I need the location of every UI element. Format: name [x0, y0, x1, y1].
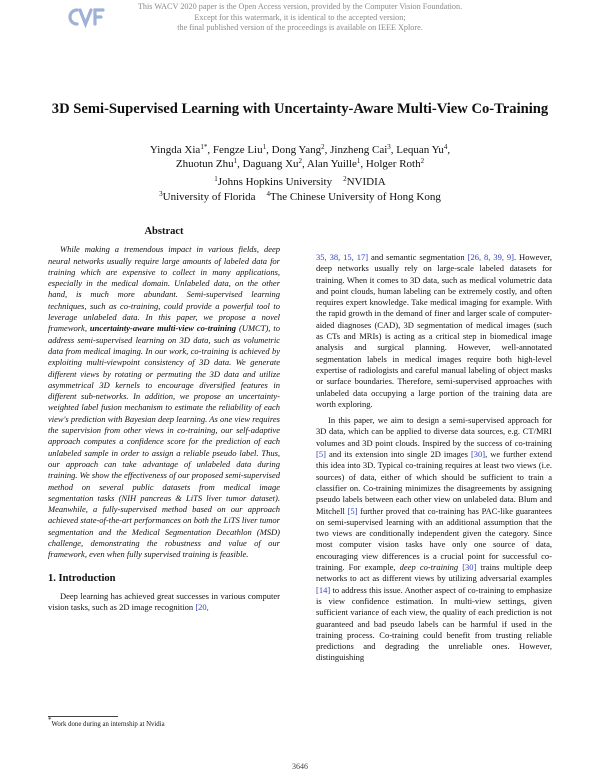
section-heading-introduction: 1. Introduction [48, 572, 116, 584]
citation-link[interactable]: [30] [470, 449, 486, 460]
intro-text: Deep learning has achieved great successes in various computer vision tasks, such as 2D image recognition [48, 590, 280, 613]
abstract-text-part: (UMCT), to address semi-supervised learning on 3D data, such as volumetric data from medical imaging. In our work, co-training is achieved by exploiting multi-viewpoint consistency of 3D data. We generate different views by rotating or permuting the 3D data and utilize asymmetrical 3D kernels to encourage diversified features in different sub-networks. In addition, we propose an uncertainty-weighted label fusion mechanism to estimate the reliability of each view's prediction with Bayesian deep learning. As one view requires the supervision from other views in co-training, our self-adaptive approach computes a confidence score for the prediction of each unlabeled sample in order to assign a reliable pseudo label. Thus, our approach can take advantage of unlabeled data during training. We show the effectiveness of our proposed semi-supervised method on several public datasets from medical image segmentation tasks (NIH pancreas & LiTS liver tumor dataset). Meanwhile, a fully-supervised method based on our approach achieved state-of-the-art performances on both the LiTS liver tumor segmentation and the Medical Segmentation Decathlon (MSD) challenge, demonstrating the robustness and value of our framework, even when fully supervised training is feasible. [48, 323, 280, 560]
body-text: to address this issue. Another aspect of co-training to emphasize is view confidence estimation. In multi-view settings, given sufficient variance of each view, the quality of each prediction is not guaranteed and bad pseudo labels can be harmful if used in the training process. Co-training could benefit from trusting reliable predictions and degrading the unreliable ones. However, distinguishing [316, 584, 552, 663]
author-line-1 [0, 143, 600, 157]
body-text: and semantic segmentation [368, 252, 468, 262]
author-line-2 [0, 157, 600, 171]
page-number: 3646 [292, 762, 308, 771]
citation-link[interactable]: [26, 8, 39, 9] [467, 252, 514, 262]
author-name: , Holger Roth [360, 158, 421, 171]
affiliation-line-1 [0, 175, 600, 189]
affiliation-line-2 [0, 190, 600, 204]
citation-link[interactable]: [5] [316, 449, 326, 460]
author-name: , Fengze Liu [207, 144, 263, 156]
citation-link[interactable]: [5] [347, 505, 358, 516]
citation-link[interactable]: [20, [195, 602, 209, 613]
affiliation: Johns Hopkins University [217, 176, 333, 189]
author-name: , Alan Yuille [302, 158, 357, 171]
author-affiliation-mark: 1 [262, 143, 267, 151]
author-name: Zhuotun Zhu [175, 158, 234, 171]
affiliation-mark: 2 [343, 175, 347, 184]
footnote-mark: * [48, 716, 52, 724]
author-affiliation-mark: 3 [387, 143, 391, 151]
affiliation: NVIDIA [346, 176, 386, 189]
body-text: . However, deep networks usually rely on large-scale labeled datasets for training. When it comes to 3D data, such as medical volumetric data and point clouds, human labeling can be extremely costly, and often requires expert knowledge. Take medical imaging for example. With the rapid growth in the demand of finer and larger scale of computer-aided diagnoses (CAD), 3D segmentation of medical images (such as CTs and MRIs) is acting as a critical step in biomedical image analysis and surgical planning. However, well-annotated segmentation labels in medical images require both high-level expertise of radiologists and careful manual labeling of object masks or surface boundaries. Therefore, semi-supervised approaches with unlabeled data occupying a large portion of the training data are worth exploring. [316, 252, 552, 409]
framework-name: uncertainty-aware multi-view co-training [89, 323, 237, 334]
abstract-text [48, 244, 280, 560]
right-column [316, 252, 552, 669]
footnote-text: Work done during an internship at Nvidia [51, 721, 165, 728]
affiliation-mark: 3 [159, 189, 163, 198]
banner-line-2: Except for this watermark, it is identical to the accepted version; [194, 12, 406, 22]
author-affiliation-mark: 1* [200, 143, 208, 151]
intro-paragraph-2 [316, 415, 552, 664]
body-text: and its extension into single 2D images [325, 449, 471, 460]
author-name: , Dong Yang [266, 144, 322, 156]
cvf-logo-icon [66, 6, 106, 28]
affiliation-mark: 1 [214, 175, 218, 184]
author-affiliation-mark: 1 [233, 157, 238, 166]
citation-link[interactable]: 35, 38, 15, 17] [316, 252, 369, 262]
emphasis-text: deep co-training [399, 562, 459, 573]
author-affiliation-mark: 2 [420, 157, 425, 166]
author-affiliation-mark: 2 [298, 157, 303, 166]
author-name: Yingda Xia [149, 144, 201, 156]
abstract-heading: Abstract [144, 226, 184, 237]
intro-paragraph [48, 591, 280, 614]
affiliation: The Chinese University of Hong Kong [270, 190, 441, 203]
banner-line-3: the final published version of the proceedings is available on IEEE Xplore. [177, 23, 423, 33]
author-separator: , [447, 144, 451, 156]
author-name: , Lequan Yu [390, 144, 444, 156]
footnote-divider [48, 716, 118, 717]
intro-paragraph-continued [316, 252, 552, 410]
affiliation: University of Florida [162, 190, 256, 203]
author-affiliation-mark: 4 [443, 143, 448, 151]
banner-line-1: This WACV 2020 paper is the Open Access version, provided by the Computer Vision Foundation. [137, 2, 463, 11]
author-affiliation-mark: 1 [356, 157, 361, 166]
body-text: In this paper, we aim to design a semi-supervised approach for 3D data, which can be applied to diverse data sources, e.g. CT/MRI volumes and 3D point clouds. Inspired by the success of co-training [316, 415, 552, 448]
left-column [48, 226, 280, 619]
citation-link[interactable]: [14] [316, 584, 331, 595]
footnote [48, 716, 165, 728]
body-text: further proved that co-training has PAC-like guarantees on semi-supervised learning with an additional assumption that the two views are conditionally independent given the category. Since most computer vision tasks have only one source of data, encouraging view differences is a crucial point for successful co-training. For example, [316, 505, 552, 573]
affiliation-mark: 4 [266, 189, 271, 198]
abstract-text-part: While making a tremendous impact in various fields, deep neural networks usually require large amounts of labeled data for training which are expensive to collect in many applications, especially in the medical domain. Unlabeled data, on the other hand, is much more abundant. Semi-supervised learning techniques, such as co-training, could provide a powerful tool to leverage unlabeled data. In this paper, we propose a novel framework, [48, 244, 280, 334]
author-name: , Jinzheng Cai [324, 144, 388, 156]
author-block [0, 143, 600, 204]
citation-link[interactable]: [30] [462, 562, 477, 573]
body-text: , we further extend this idea into 3D. Typical co-training requires at least two views (i.e. sources) of data, either of which should be sufficient to train a classifier on. Co-training minimizes the disagreements by assigning pseudo labels between each other view on unlabeled data. Blum and Mitchell [316, 449, 552, 516]
body-text: trains multiple deep networks to act as different views by utilizing adversarial examples [316, 562, 552, 584]
author-name: , Daguang Xu [237, 158, 299, 171]
paper-title: 3D Semi-Supervised Learning with Uncertainty-Aware Multi-View Co-Training [51, 101, 549, 117]
author-affiliation-mark: 2 [321, 143, 325, 151]
